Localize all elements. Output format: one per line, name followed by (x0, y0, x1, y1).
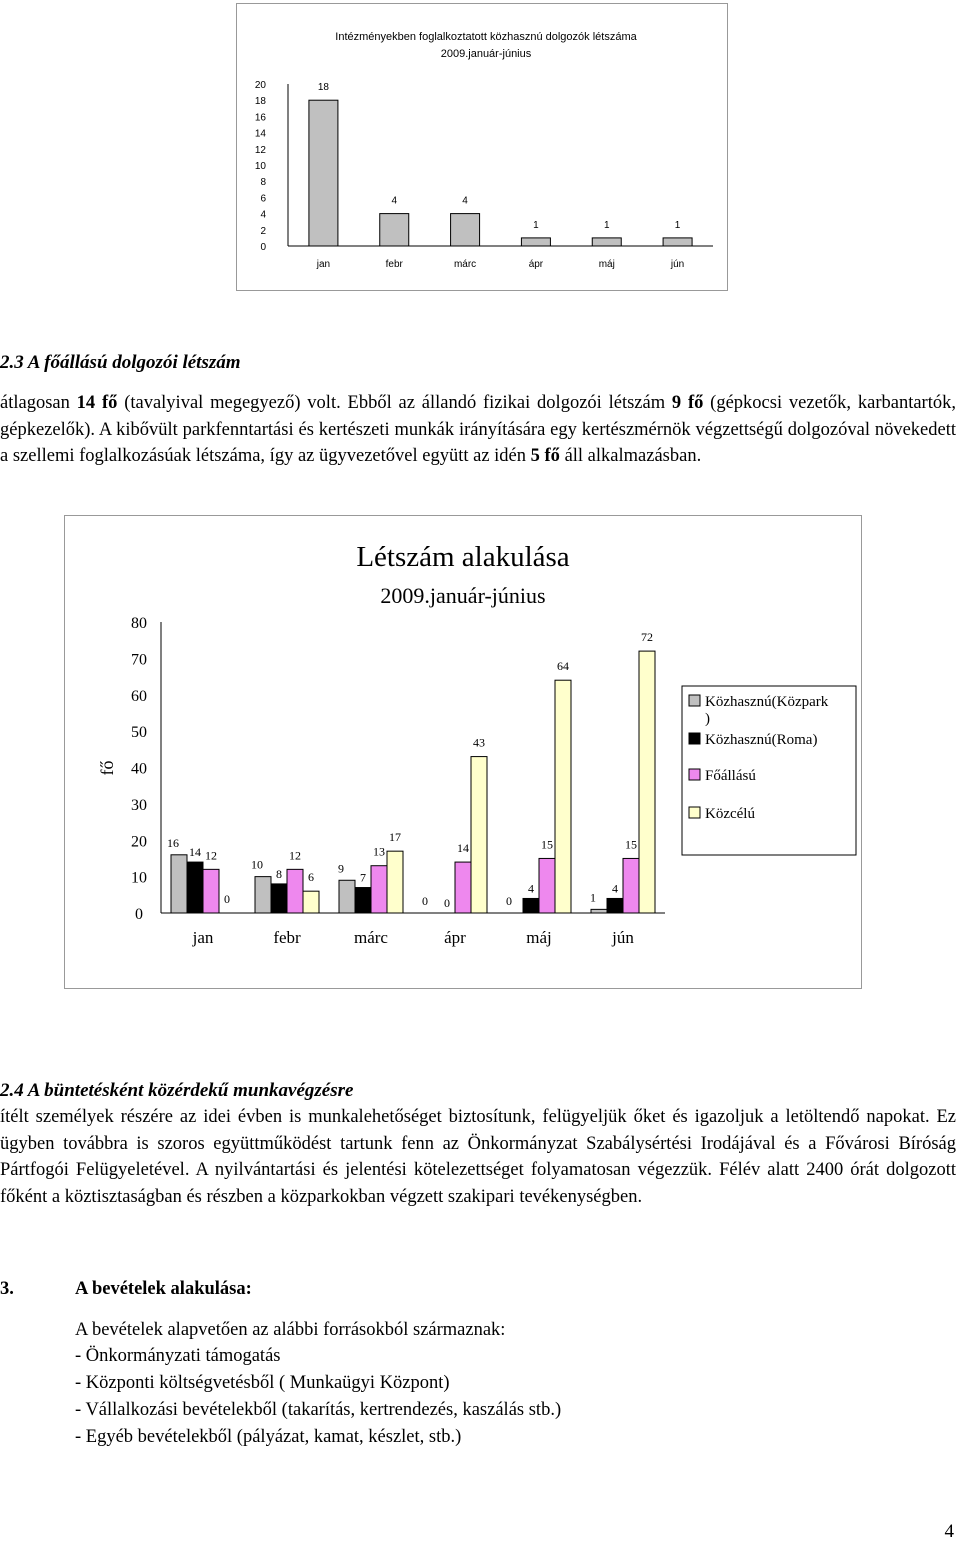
chart2-y-tick-label: 20 (131, 833, 147, 851)
chart2-bar (607, 898, 623, 913)
chart1-subtitle: 2009.január-június (440, 48, 532, 60)
chart2-legend-label: ) (705, 711, 710, 727)
chart2-y-tick-label: 50 (131, 724, 147, 742)
chart1-x-tick-label: márc (453, 259, 477, 270)
chart1-y-tick-label: 20 (254, 80, 266, 91)
chart2-data-label: 72 (641, 630, 653, 645)
chart2-bar (303, 891, 319, 913)
chart2-y-tick-label: 10 (131, 869, 147, 887)
chart2-data-label: 9 (338, 861, 344, 876)
chart1-x-tick-label: jan (316, 259, 331, 270)
chart2-bar (355, 888, 371, 913)
chart2-data-label: 15 (541, 837, 553, 852)
chart2-bar (271, 884, 287, 913)
chart2-bar (255, 877, 271, 913)
chart1-svg (237, 4, 727, 290)
chart1-y-tick-label: 18 (254, 96, 266, 108)
chart1-y-tick-label: 6 (260, 193, 266, 205)
section-23-text-1: átlagosan (0, 393, 77, 413)
income-source-item: - Egyéb bevételekből (pályázat, kamat, készlet, stb.) (75, 1427, 462, 1447)
chart2-title: Létszám alakulása (356, 541, 570, 573)
section-3-number: 3. (0, 1279, 14, 1299)
chart1-x-tick-label: máj (598, 259, 615, 270)
section-23-text-3: (gépkocsi vezetők, karbantartók, gépkezelők). A kibővült parkfenntartási és kertészeti munkák irányítására egy kertészmérnök végzettségű dolgozóval növekedett a szellemi foglalkozásúak létszáma, így az ügyvezetővel együtt az idén (0, 393, 956, 466)
chart1-y-tick-label: 2 (260, 225, 266, 237)
chart2-bar (339, 880, 355, 913)
chart2-data-label: 17 (389, 830, 401, 845)
chart2-y-tick-label: 70 (131, 651, 147, 669)
chart2-bar (591, 909, 607, 913)
chart1-y-tick-label: 10 (254, 161, 266, 172)
chart1-data-label: 1 (533, 219, 539, 231)
chart2-data-label: 12 (289, 848, 301, 863)
chart1-bar (380, 214, 409, 246)
chart2-bar (455, 862, 471, 913)
section-23-text-2: (tavalyival megegyező) volt. Ebből az állandó fizikai dolgozói létszám (117, 393, 672, 413)
section-23-paragraph (0, 390, 956, 470)
section-23-number: 2.3 (0, 352, 24, 373)
chart2-data-label: 6 (308, 870, 314, 885)
section-3-title: A bevételek alakulása: (75, 1279, 252, 1299)
section-23-bold-2: 9 fő (671, 393, 704, 413)
chart2-data-label: 43 (473, 735, 485, 750)
chart2-y-tick-label: 40 (131, 760, 147, 778)
chart2-x-tick-label: márc (354, 928, 388, 947)
chart2-bar (471, 757, 487, 913)
chart1-data-label: 4 (391, 195, 398, 207)
chart2-legend-swatch (689, 769, 700, 780)
chart2-legend-swatch (689, 695, 700, 706)
chart2-legend-label: Főállású (705, 768, 756, 784)
chart2-y-tick-label: 30 (131, 796, 147, 814)
chart2-x-tick-label: máj (526, 928, 552, 947)
section-23-bold-3: 5 fő (530, 446, 560, 466)
chart2-bar (171, 855, 187, 913)
chart2-legend-label: Közhasznú(Roma) (705, 732, 818, 748)
chart2-data-label: 13 (373, 844, 385, 859)
chart2-ylabel: fő (97, 760, 117, 776)
chart-headcount (64, 515, 862, 989)
chart2-data-label: 8 (276, 866, 282, 881)
chart1-data-label: 1 (603, 219, 610, 231)
chart1-bar (592, 238, 621, 246)
section-24-title: A büntetésként közérdekű munkavégzésre (27, 1080, 354, 1101)
section-24-number: 2.4 (0, 1080, 24, 1101)
chart2-data-label: 16 (167, 835, 179, 850)
chart2-bar (203, 869, 219, 913)
chart2-y-tick-label: 60 (131, 687, 147, 705)
section-3-intro: A bevételek alapvetően az alábbi forrásokból származnak: (75, 1320, 506, 1340)
chart2-data-label: 4 (612, 881, 618, 896)
chart2-subtitle: 2009.január-június (380, 583, 546, 608)
chart2-data-label: 0 (506, 894, 512, 908)
chart1-x-tick-label: febr (385, 259, 403, 270)
chart2-data-label: 14 (457, 841, 469, 856)
chart1-x-tick-label: ápr (528, 259, 544, 270)
chart2-bar (371, 866, 387, 913)
chart1-y-tick-label: 16 (254, 112, 266, 124)
chart1-bar (521, 238, 550, 246)
chart1-y-tick-label: 14 (254, 128, 266, 140)
section-24-heading (0, 1080, 353, 1102)
income-source-item: - Vállalkozási bevételekből (takarítás, kertrendezés, kaszálás stb.) (75, 1400, 562, 1420)
chart2-y-tick-label: 0 (135, 906, 143, 923)
chart1-bar (451, 214, 480, 246)
chart2-bar (187, 862, 203, 913)
chart1-bar (663, 238, 692, 246)
chart1-y-tick-label: 4 (260, 209, 266, 221)
chart1-y-tick-label: 0 (260, 242, 266, 253)
page-number: 4 (944, 1521, 954, 1542)
chart2-y-tick-label: 80 (131, 615, 147, 632)
section-24-paragraph: ítélt személyek részére az idei évben is munkalehetőséget biztosítunk, felügyeljük őket és igazoljuk a letöltendő napokat. Ez ügyben továbbra is szoros együttműködést tartunk fenn az Önkormányzat Szabálysértési Irodájával és a Fővárosi Bíróság Pártfogói Felügyeletével. A nyilvántartási és jelentési kötelezettséget folyamatosan végezzük. Félév alatt 2400 órát dolgozott főként a köztisztaságban és részben a közparkokban végzett szakipari tevékenységben. (0, 1107, 956, 1207)
chart2-legend-swatch (689, 733, 700, 744)
chart1-data-label: 4 (462, 195, 468, 207)
chart1-bar (309, 100, 338, 246)
chart2-data-label: 0 (422, 894, 428, 908)
chart2-bar (539, 858, 555, 913)
chart2-data-label: 64 (557, 659, 569, 674)
chart2-data-label: 7 (360, 870, 366, 885)
chart2-data-label: 14 (189, 845, 201, 860)
chart2-x-tick-label: jan (192, 928, 214, 947)
chart2-bar (623, 858, 639, 913)
chart2-data-label: 1 (590, 890, 596, 905)
chart2-svg (65, 516, 861, 988)
income-source-item: - Központi költségvetésből ( Munkaügyi Központ) (75, 1373, 450, 1393)
chart2-data-label: 12 (205, 848, 217, 863)
chart2-data-label: 4 (528, 881, 534, 896)
chart2-bar (287, 869, 303, 913)
chart2-bar (387, 851, 403, 913)
chart1-x-tick-label: jún (670, 259, 685, 270)
chart1-data-label: 1 (674, 219, 681, 231)
chart2-legend-label: Közhasznú(Közpark (705, 694, 829, 710)
chart1-y-tick-label: 8 (260, 177, 266, 189)
chart2-x-tick-label: febr (273, 928, 301, 947)
chart2-bar (523, 898, 539, 913)
chart2-data-label: 0 (444, 896, 450, 910)
chart1-title: Intézményekben foglalkoztatott közhasznú dolgozók létszáma (335, 31, 637, 43)
chart2-legend-swatch (689, 807, 700, 818)
chart2-legend-label: Közcélú (705, 806, 755, 822)
chart2-bar (639, 651, 655, 913)
chart-staff-institutions (236, 3, 728, 291)
chart2-data-label: 0 (224, 892, 230, 906)
chart1-data-label: 18 (317, 82, 329, 94)
chart2-x-tick-label: jún (612, 928, 634, 947)
chart1-y-tick-label: 12 (254, 144, 266, 156)
chart2-data-label: 10 (251, 857, 263, 872)
chart2-data-label: 15 (625, 837, 637, 852)
section-23-text-4: áll alkalmazásban. (559, 446, 702, 466)
section-23-title: A főállású dolgozói létszám (27, 352, 241, 373)
section-23-bold-1: 14 fő (76, 393, 118, 413)
chart2-bar (555, 680, 571, 913)
income-source-item: - Önkormányzati támogatás (75, 1346, 281, 1366)
section-23-heading (0, 352, 241, 374)
chart2-x-tick-label: ápr (444, 928, 466, 947)
